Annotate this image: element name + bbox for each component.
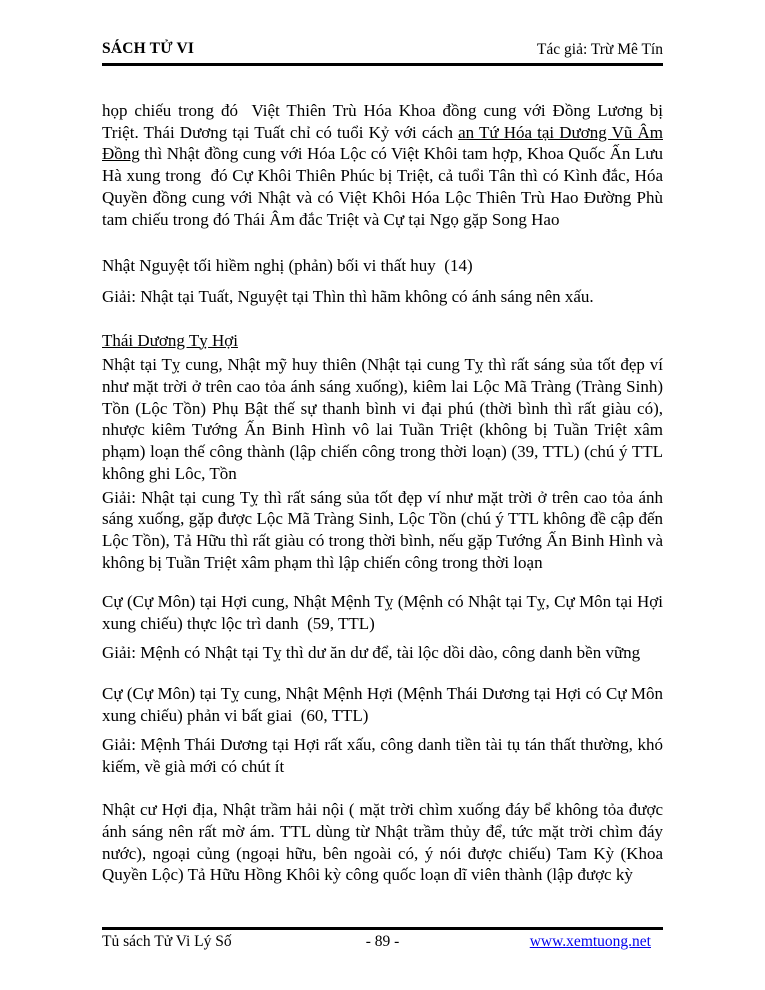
header-rule [102, 63, 663, 66]
text-segment: Cự (Cự Môn) tại Hợi cung, Nhật Mệnh Tỵ (Mệnh có Nhật tại Tỵ, Cự Môn tại Hợi xung chiếu) thực lộc trì danh (59, TTL) [102, 592, 663, 634]
paragraph [102, 734, 663, 777]
paragraph [102, 100, 663, 230]
text-segment: Giải: Nhật tại cung Tỵ thì rất sáng sủa tốt đẹp ví như mặt trời ở trên cao tỏa ánh sáng xuống, gặp được Lộc Mã Tràng Sinh, Lộc Tồn (chú ý TTL không đề cập đến Lộc Tồn), Tả Hữu thì rất giàu có trong thời bình, nếu gặp Tướng Ấn Binh Hình và không bị Tuần Triệt xâm phạm thì lập chiến công trong thời loạn [102, 487, 663, 572]
paragraph [102, 255, 663, 277]
document-body [102, 68, 663, 886]
text-segment: Giải: Mệnh có Nhật tại Tỵ thì dư ăn dư để, tài lộc dồi dào, công danh bền vững [102, 642, 641, 662]
text-segment: Nhật Nguyệt tối hiềm nghị (phản) bối vi thất huy (14) [102, 256, 473, 276]
text-segment: Nhật tại Tỵ cung, Nhật mỹ huy thiên (Nhật tại cung Tỵ thì rất sáng sủa tốt đẹp ví như mặt trời ở trên cao tỏa ánh sáng xuống), kiêm lai Lộc Mã Tràng (Tràng Sinh) Tồn (Lộc Tồn) Phụ Bật thế sự thanh bình vi đại phú (thời bình thì rất giàu có), nhược kiêm Tướng Ấn Binh Hình vô lai Tuần Triệt (không bị Tuần Triệt xâm phạm) loạn thế công thành (lập chiến công trong thời loạn) (39, TTL) (chú ý TTL không ghi Lôc, Tồn [102, 355, 663, 483]
paragraph [102, 487, 663, 574]
paragraph [102, 354, 663, 484]
header-book-title: SÁCH TỬ VI [102, 40, 195, 57]
footer-website-link[interactable]: www.xemtuong.net [529, 933, 651, 950]
paragraph [102, 683, 663, 726]
paragraph [102, 642, 663, 664]
text-segment: Nhật cư Hợi địa, Nhật trầm hải nội ( mặt trời chìm xuống đáy bể không tỏa được ánh sáng nên rất mờ ám. TTL dùng từ Nhật trầm thủy để, tức mặt trời chìm đáy nước), ngoại củng (ngoại hữu, bên ngoài có, ý nói được chiếu) Tam Kỳ (Khoa Quyền Lộc) Tả Hữu Hồng Khôi kỳ công quốc loạn dĩ viên thành (lập được kỳ [102, 800, 663, 885]
paragraph [102, 286, 663, 308]
text-segment: Giải: Nhật tại Tuất, Nguyệt tại Thìn thì hãm không có ánh sáng nên xấu. [102, 286, 594, 306]
footer-series-title: Tủ sách Tử Vi Lý Số [102, 933, 232, 950]
paragraph [102, 591, 663, 634]
text-segment: Cự (Cự Môn) tại Tỵ cung, Nhật Mệnh Hợi (Mệnh Thái Dương tại Hợi có Cự Môn xung chiếu) phản vi bất giai (60, TTL) [102, 684, 663, 726]
underlined-text: Thái Dương Tỵ Hợi [102, 330, 238, 350]
text-segment: Giải: Mệnh Thái Dương tại Hợi rất xấu, công danh tiền tài tụ tán thất thường, khó kiếm, về già mới có chút ít [102, 734, 663, 776]
footer-rule [102, 927, 663, 930]
page-number: - 89 - [365, 933, 400, 950]
paragraph [102, 799, 663, 886]
underlined-text: an Tứ Hóa tại Dương Vũ Âm Đồng [102, 122, 663, 164]
section-heading [102, 330, 663, 352]
header-author: Tác giả: Trừ Mê Tín [536, 41, 663, 58]
text-segment: họp chiếu trong đó Việt Thiên Trù Hóa Khoa đồng cung với Đồng Lương bị Triệt. Thái Dương tại Tuất chỉ có tuổi Kỷ với cách [102, 101, 663, 142]
text-segment: thì Nhật đồng cung với Hóa Lộc có Việt Khôi tam hợp, Khoa Quốc Ấn Lưu Hà xung trong đó Cự Khôi Thiên Phúc bị Triệt, cả tuổi Tân thì có Kình đắc, Hóa Quyền đồng cung với Nhật và có Việt Khôi Hóa Lộc Thiên Trù Hao Đường Phù tam chiếu trong đó Thái Âm đắc Triệt và Cự tại Ngọ gặp Song Hao [102, 144, 663, 229]
